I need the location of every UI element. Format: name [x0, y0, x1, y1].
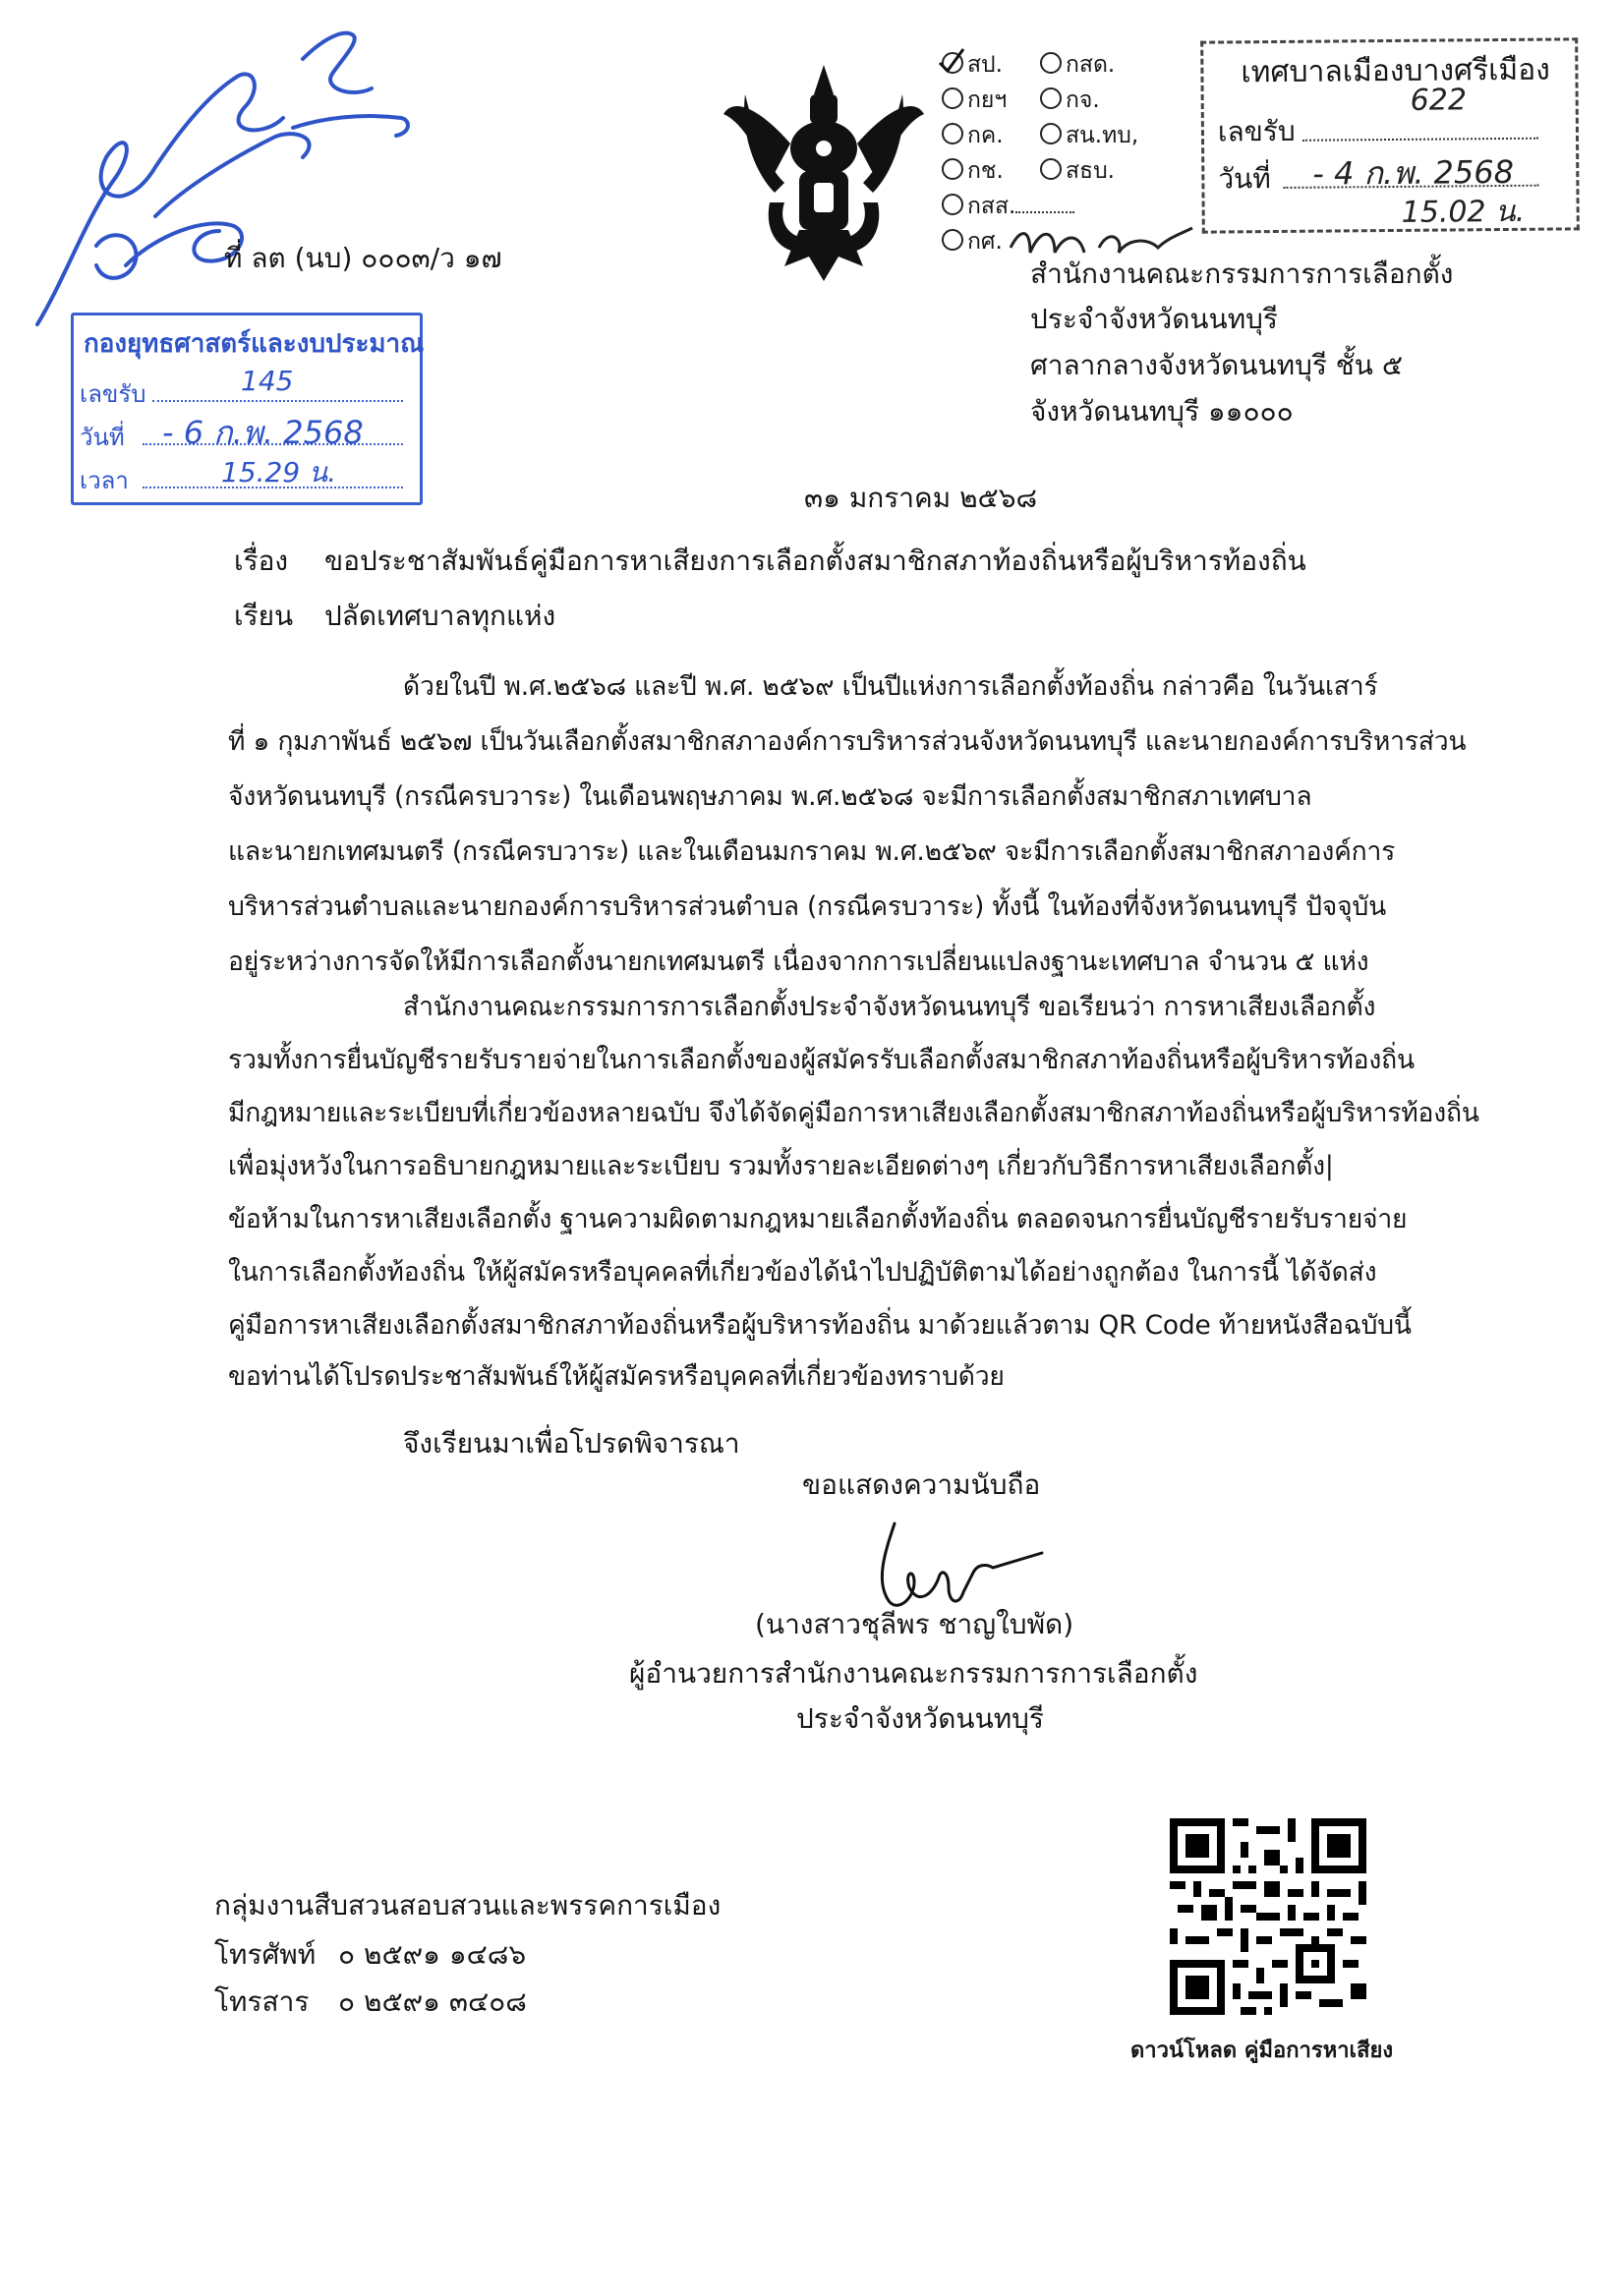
paragraph-2-line: รวมทั้งการยื่นบัญชีรายรับรายจ่ายในการเลือกตั้งของผู้สมัครรับเลือกตั้งสมาชิกสภาท้องถิ่นหรือผู้บริหารท้องถิ่น: [228, 1045, 1415, 1075]
stamp-time: 15.02 น.: [1401, 194, 1526, 230]
phone-label: โทรศัพท์: [214, 1938, 317, 1971]
sender-line-1: สำนักงานคณะกรรมการการเลือกตั้ง: [1030, 258, 1454, 290]
radio-circle-icon: [942, 123, 963, 144]
signature: [865, 1514, 1062, 1622]
stamp-number-label: เลขรับ: [80, 380, 146, 408]
subject-label: เรื่อง: [234, 545, 289, 577]
routing-option[interactable]: กศ.: [942, 228, 1003, 256]
footer-department: กลุ่มงานสืบสวนสอบสวนและพรรคการเมือง: [214, 1889, 722, 1922]
paragraph-2-line: สำนักงานคณะกรรมการการเลือกตั้งประจำจังหวัดนนทบุรี ขอเรียนว่า การหาเสียงเลือกตั้ง: [403, 992, 1376, 1022]
paragraph-1-line: ที่ ๑ กุมภาพันธ์ ๒๕๖๗ เป็นวันเลือกตั้งสมาชิกสภาองค์การบริหารส่วนจังหวัดนนทบุรี และนายกองค์การบริหารส่วน: [228, 726, 1467, 757]
recipient: ปลัดเทศบาลทุกแห่ง: [324, 600, 556, 632]
routing-option[interactable]: สธบ.: [1040, 157, 1115, 185]
stamp-org: เทศบาลเมืองบางศรีเมือง: [1241, 52, 1551, 90]
radio-circle-icon: [942, 158, 963, 180]
routing-option[interactable]: กยฯ: [942, 86, 1007, 114]
paragraph-2-line: ในการเลือกตั้งท้องถิ่น ให้ผู้สมัครหรือบุคคลที่เกี่ยวข้องได้นำไปปฏิบัติตามได้อย่างถูกต้อง ในการนี้ ได้จัดส่ง: [228, 1257, 1377, 1288]
stamp-time: 15.29 น.: [221, 456, 337, 488]
stamp-date: - 4 ก.พ. 2568: [1312, 152, 1515, 193]
recipient-label: เรียน: [234, 600, 294, 632]
stamp-time-label: เวลา: [80, 467, 129, 494]
paragraph-2-line: เพื่อมุ่งหวังในการอธิบายกฎหมายและระเบียบ รวมทั้งรายละเอียดต่างๆ เกี่ยวกับวิธีการหาเสียงเลือกตั้ง|: [228, 1151, 1334, 1181]
paragraph-2-line: ข้อห้ามในการหาเสียงเลือกตั้ง ฐานความผิดตามกฎหมายเลือกตั้งท้องถิ่น ตลอดจนการยื่นบัญชีรายรับรายจ่าย: [228, 1204, 1408, 1234]
stamp-number-label: เลขรับ: [1217, 114, 1296, 148]
paragraph-1-line: และนายกเทศมนตรี (กรณีครบวาระ) และในเดือนมกราคม พ.ศ.๒๕๖๙ จะมีการเลือกตั้งสมาชิกสภาองค์การ: [228, 836, 1396, 867]
routing-option[interactable]: สป.: [942, 51, 1003, 79]
qr-caption: ดาวน์โหลด คู่มือการหาเสียง: [1130, 2038, 1394, 2063]
stamp-date-label: วันที่: [80, 424, 125, 451]
fax-label: โทรสาร: [214, 1985, 310, 2018]
routing-option[interactable]: กค.: [942, 122, 1004, 149]
radio-circle-icon: [1040, 52, 1062, 74]
stamp-date: - 6 ก.พ. 2568: [162, 414, 364, 451]
stamp-org: กองยุทธศาสตร์และงบประมาณ: [84, 329, 425, 359]
received-stamp-municipality: [1200, 37, 1580, 233]
paragraph-2-line: ขอท่านได้โปรดประชาสัมพันธ์ให้ผู้สมัครหรือบุคคลที่เกี่ยวข้องทราบด้วย: [228, 1361, 1005, 1392]
radio-circle-icon: [1040, 87, 1062, 109]
routing-option[interactable]: สน.ทบ,: [1040, 122, 1138, 149]
routing-option[interactable]: กจ.: [1040, 86, 1100, 114]
stamp-number: 145: [241, 365, 294, 397]
closing: ขอแสดงความนับถือ: [802, 1468, 1041, 1501]
routing-option[interactable]: กสส.: [942, 193, 1074, 220]
subject: ขอประชาสัมพันธ์คู่มือการหาเสียงการเลือกตั้งสมาชิกสภาท้องถิ่นหรือผู้บริหารท้องถิ่น: [324, 545, 1306, 577]
radio-circle-icon: [942, 194, 963, 215]
handwritten-annotation: [8, 20, 431, 334]
sender-line-3: ศาลากลางจังหวัดนนทบุรี ชั้น ๕: [1030, 349, 1404, 381]
radio-circle-icon: [942, 87, 963, 109]
sender-line-4: จังหวัดนนทบุรี ๑๑๐๐๐: [1030, 395, 1294, 428]
paragraph-2-line: คู่มือการหาเสียงเลือกตั้งสมาชิกสภาท้องถิ่นหรือผู้บริหารท้องถิ่น มาด้วยแล้วตาม QR Code ท้ายหนังสือฉบับนี้: [228, 1310, 1412, 1341]
radio-circle-icon: [942, 229, 963, 251]
stamp-number: 622: [1410, 83, 1468, 118]
paragraph-1-line: บริหารส่วนตำบลและนายกองค์การบริหารส่วนตำบล (กรณีครบวาระ) ทั้งนี้ ในท้องที่จังหวัดนนทบุรี ปัจจุบัน: [228, 891, 1386, 922]
routing-option[interactable]: กสด.: [1040, 51, 1115, 79]
garuda-emblem: [716, 55, 932, 291]
stamp-date-label: วันที่: [1218, 162, 1271, 196]
fax: ๐ ๒๕๙๑ ๓๔๐๘: [338, 1985, 527, 2018]
qr-code[interactable]: [1170, 1818, 1366, 2015]
signer-title-2: ประจำจังหวัดนนทบุรี: [796, 1702, 1044, 1735]
paragraph-1-line: ด้วยในปี พ.ศ.๒๕๖๘ และปี พ.ศ. ๒๕๖๙ เป็นปีแห่งการเลือกตั้งท้องถิ่น กล่าวคือ ในวันเสาร์: [403, 671, 1378, 702]
signer-title-1: ผู้อำนวยการสำนักงานคณะกรรมการการเลือกตั้ง: [629, 1657, 1198, 1690]
letter-date: ๓๑ มกราคม ๒๕๖๘: [804, 482, 1038, 514]
routing-option[interactable]: กช.: [942, 157, 1004, 185]
check-mark-icon: [936, 47, 965, 77]
radio-circle-icon: [1040, 158, 1062, 180]
document-number: ที่ ลต (นบ) ๐๐๐๓/ว ๑๗: [224, 242, 502, 274]
radio-circle-icon: [1040, 123, 1062, 144]
closing-request: จึงเรียนมาเพื่อโปรดพิจารณา: [403, 1427, 740, 1460]
paragraph-1-line: จังหวัดนนทบุรี (กรณีครบวาระ) ในเดือนพฤษภาคม พ.ศ.๒๕๖๘ จะมีการเลือกตั้งสมาชิกสภาเทศบาล: [228, 781, 1312, 812]
received-stamp-department: [71, 313, 423, 505]
phone: ๐ ๒๕๙๑ ๑๔๘๖: [338, 1938, 527, 1971]
paragraph-1-line: อยู่ระหว่างการจัดให้มีการเลือกตั้งนายกเทศมนตรี เนื่องจากการเปลี่ยนแปลงฐานะเทศบาล จำนวน ๕ แห่ง: [228, 947, 1369, 977]
paragraph-2-line: มีกฎหมายและระเบียบที่เกี่ยวข้องหลายฉบับ จึงได้จัดคู่มือการหาเสียงเลือกตั้งสมาชิกสภาท้องถิ่นหรือผู้บริหารท้องถิ่น: [228, 1098, 1479, 1128]
signer-name: (นางสาวชุลีพร ชาญใบพัด): [755, 1608, 1074, 1640]
sender-line-2: ประจำจังหวัดนนทบุรี: [1030, 303, 1278, 335]
routing-options: [942, 51, 1187, 267]
